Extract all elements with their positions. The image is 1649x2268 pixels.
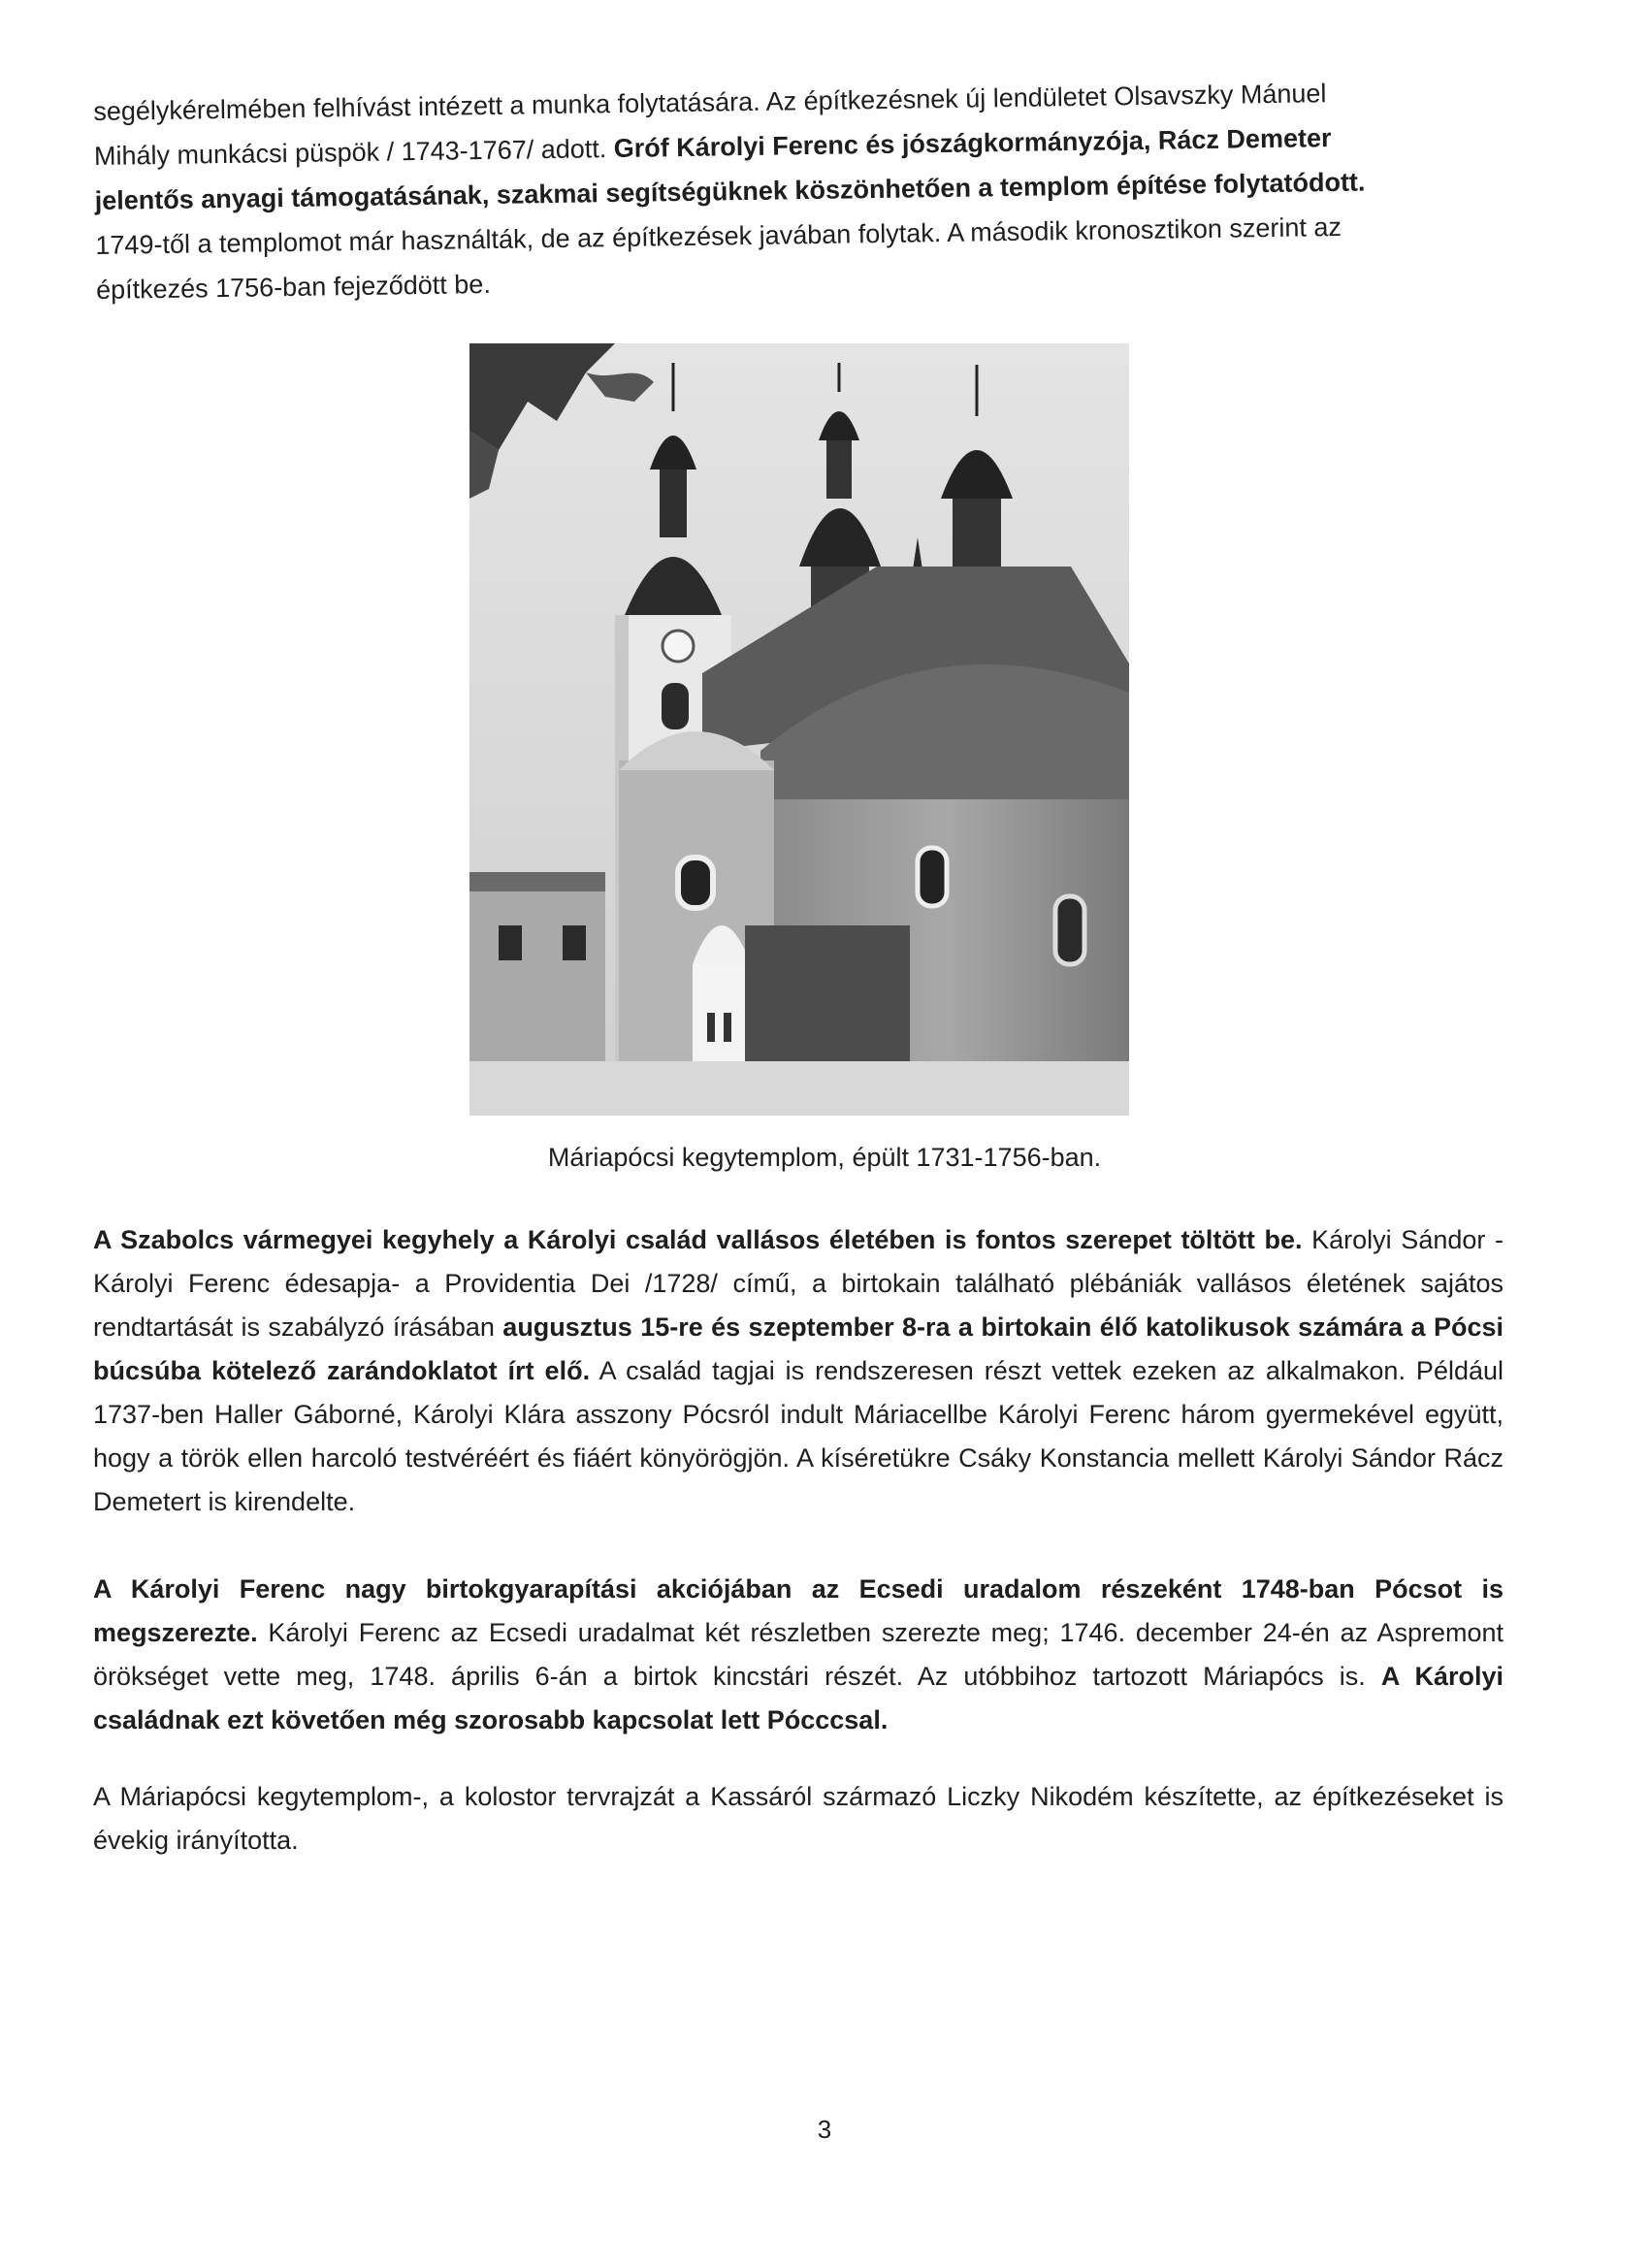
paragraph-2-text-1: Károlyi Ferenc az Ecsedi uradalmat két részletben szerezte meg; 1746. december 24-én az Aspremont örökséget vette meg, 1748. április 6-án a birtok kincstári részét. Az utóbbihoz tartozott Máriapócs is. [93,1618,1504,1691]
church-photo [469,343,1129,1116]
paragraph-1 [93,1218,1504,1524]
intro-line-5: építkezés 1756-ban fejeződött be. [95,269,492,305]
paragraph-1-bold-1: A Szabolcs vármegyei kegyhely a Károlyi család vallásos életében is fontos szerepet töltött be. [93,1225,1303,1254]
intro-paragraph [93,68,1522,312]
paragraph-2 [93,1568,1504,1742]
paragraph-2-bold-2: A Károlyi családnak ezt követően még szorosabb kapcsolat lett Pócccsal. [93,1662,1504,1734]
paragraph-2-bold-1: A Károlyi Ferenc nagy birtokgyarapítási akciójában az Ecsedi uradalom részeként 1748-ban Pócsot is megszerezte. [93,1574,1504,1647]
paragraph-3: A Máriapócsi kegytemplom-, a kolostor tervrajzát a Kassáról származó Liczky Nikodém készítette, az építkezéseket is évekig irányította. [93,1782,1504,1855]
intro-line-3: jelentős anyagi támogatásának, szakmai segítségüknek köszönhetően a templom építése folytatódott. [94,167,1366,215]
intro-line-4: 1749-től a templomot már használták, de az építkezések javában folytak. A második kronosztikon szerint az [95,211,1342,260]
page-number: 3 [817,2115,832,2144]
paragraph-1-text-2: A család tagjai is rendszeresen részt vettek ezeken az alkalmakon. Például 1737-ben Haller Gáborné, Károlyi Klára asszony Pócsról indult Máriacellbe Károlyi Ferenc három gyermekével együtt, hogy a török ellen harcoló testvéréért és fiáért könyörögjön. A kíséretükre Csáky Konstancia mellett Károlyi Sándor Rácz Demetert is kirendelte. [93,1356,1504,1516]
church-illustration [469,343,1129,1116]
paragraph-1-bold-2: augusztus 15-re és szeptember 8-ra a birtokain élő katolikusok számára a Pócsi búcsúba kötelező zarándoklatot írt elő. [93,1312,1504,1385]
intro-line-2-text: Mihály munkácsi püspök / 1743-1767/ adott. [93,134,614,171]
intro-line-2-bold: Gróf Károlyi Ferenc és jószágkormányzója, Rácz Demeter [613,123,1332,164]
paragraph-1-text-1: Károlyi Sándor - Károlyi Ferenc édesapja- a Providentia Dei /1728/ című, a birtokain található plébániák vallásos életének sajátos rendtartását is szabályzó írásában [93,1225,1504,1342]
intro-line-1: segélykérelmében felhívást intézett a munka folytatására. Az építkezésnek új lendületet Olsavszky Mánuel [93,79,1327,126]
photo-caption: Máriapócsi kegytemplom, épült 1731-1756-ban. [547,1143,1102,1172]
